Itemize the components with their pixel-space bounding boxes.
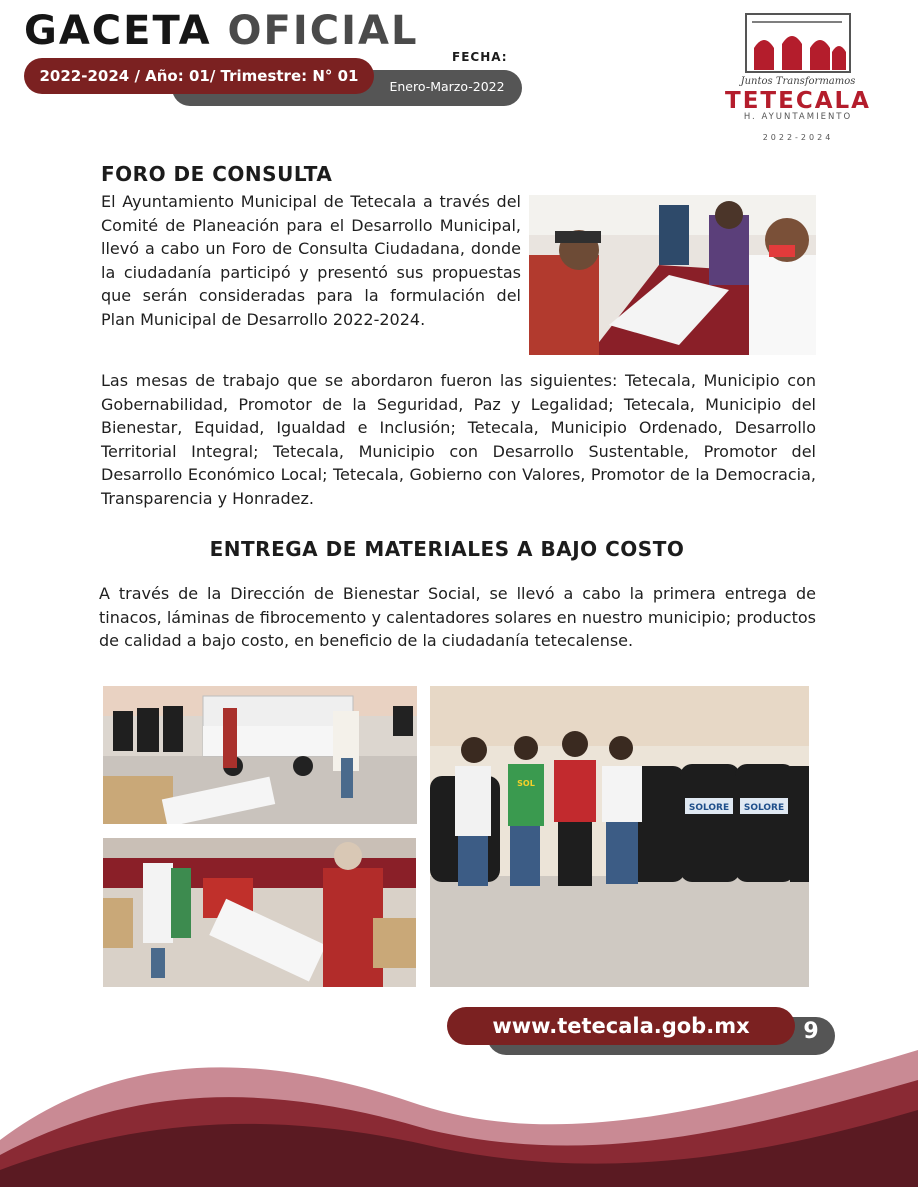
logo-years: 2022-2024 (762, 133, 834, 142)
sheets-delivery-photo (103, 838, 416, 987)
shirt-logo: SOL (517, 779, 535, 788)
forum-meeting-photo (529, 195, 816, 355)
page-number: 9 (803, 1019, 819, 1044)
date-label: FECHA: (452, 50, 508, 64)
gazette-title-word-1: GACETA (24, 8, 212, 54)
tank-label: SOLORE (688, 803, 730, 813)
tank-label: SOLORE (743, 803, 785, 813)
logo-motto: Juntos Transformamos (740, 76, 856, 87)
truck-delivery-photo (103, 686, 417, 824)
section-heading-foro: FORO DE CONSULTA (101, 162, 333, 186)
foro-worktables-paragraph: Las mesas de trabajo que se abordaron fueron las siguientes: Tetecala, Municipio con Gobernabilidad, Promotor de la Seguridad, Paz y Legalidad; Tetecala, Municipio del Bienestar, Equidad, Igualdad e Inclusión; Tetecala, Municipio Ordenado, Desarrollo Territorial Integral; Tetecala, Municipio con Desarrollo Sustentable, Promotor del Desarrollo Económico Local; Tetecala, Gobierno con Valores, Promotor de la Democracia, Transparencia y Honradez. (101, 371, 816, 508)
logo-name: TETECALA (725, 88, 871, 114)
arches-emblem (692, 8, 904, 78)
water-tanks-group-photo (430, 686, 809, 987)
materiales-paragraph: A través de la Dirección de Bienestar Social, se llevó a cabo la primera entrega de tinacos, láminas de fibrocemento y calentadores solares en nuestro municipio; productos de calidad a bajo costo, en beneficio de la ciudadanía tetecalense. (99, 584, 816, 650)
foro-intro-paragraph: El Ayuntamiento Municipal de Tetecala a través del Comité de Planeación para el Desarrollo Municipal, llevó a cabo un Foro de Consulta Ciudadana, donde la ciudadanía participó y presentó sus propuestas que serán consideradas para la formulación del Plan Municipal de Desarrollo 2022-2024. (101, 192, 521, 329)
logo-subtitle: H. AYUNTAMIENTO (743, 112, 853, 122)
period-badge: 2022-2024 / Año: 01/ Trimestre: N° 01 (24, 58, 374, 94)
tetecala-logo (692, 8, 904, 144)
gazette-title (24, 6, 418, 56)
website-link[interactable]: www.tetecala.gob.mx (447, 1007, 795, 1045)
date-range: Enero-Marzo-2022 (389, 79, 505, 94)
gazette-title-word-2: OFICIAL (227, 8, 419, 54)
section-heading-materiales: ENTREGA DE MATERIALES A BAJO COSTO (209, 537, 685, 561)
